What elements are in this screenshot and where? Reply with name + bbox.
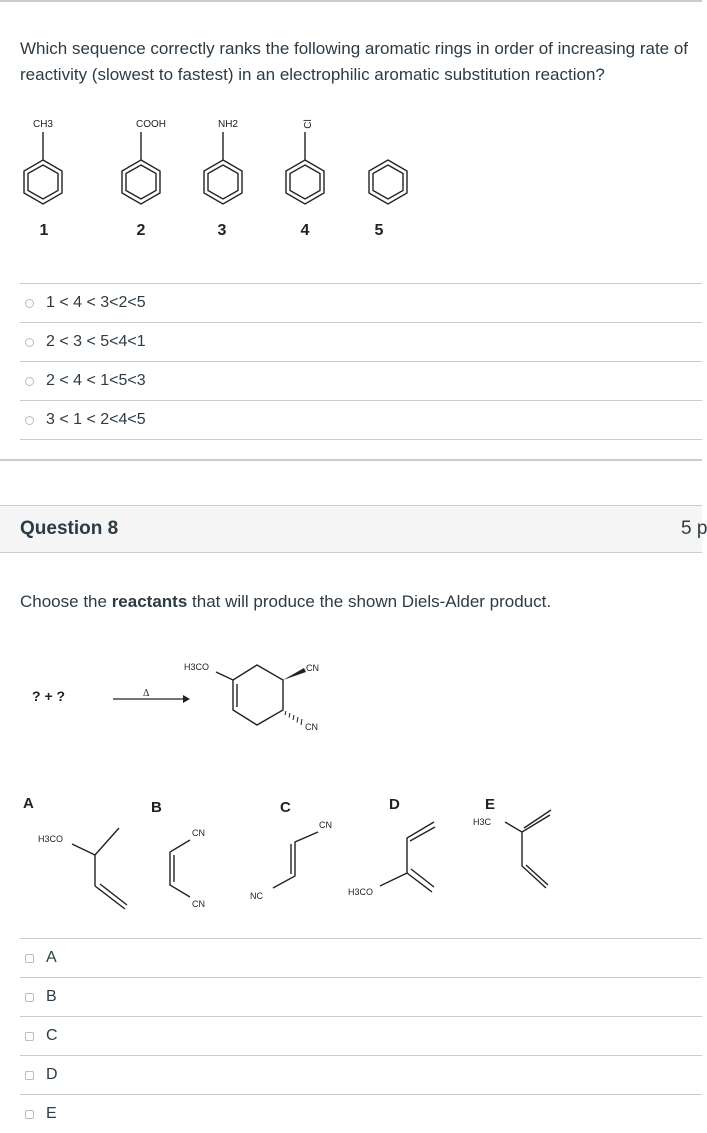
radio-button[interactable]	[25, 299, 34, 308]
q8-option-label: B	[46, 988, 57, 1005]
product-cyano-label-top: CN	[306, 663, 319, 673]
top-divider	[0, 0, 702, 2]
heat-symbol: Δ	[143, 688, 150, 699]
ring-5-number: 5	[374, 222, 384, 239]
bold-keyword: reactants	[111, 592, 188, 611]
q8-option-label: D	[46, 1066, 58, 1083]
ring-3-substituent: NH2	[217, 119, 239, 130]
choice-letter-c: C	[280, 799, 291, 816]
choice-a-group: H3CO	[38, 834, 64, 844]
q7-option-label: 2 < 3 < 5<4<1	[46, 333, 146, 350]
q7-option-2[interactable]	[20, 322, 702, 361]
choice-d-group: H3CO	[348, 887, 374, 897]
structure-c	[273, 832, 318, 888]
structure-b	[170, 840, 190, 897]
ring-2-substituent: COOH	[136, 119, 166, 130]
ring-3-structure	[204, 132, 242, 204]
ring-3-number: 3	[217, 222, 227, 239]
checkbox[interactable]	[25, 1071, 34, 1080]
radio-button[interactable]	[25, 416, 34, 425]
checkbox[interactable]	[25, 1110, 34, 1119]
question-7-answers	[20, 283, 702, 440]
product-methoxy-label: H3CO	[184, 662, 210, 672]
q8-option-a[interactable]	[20, 938, 702, 977]
ring-2-structure	[122, 132, 160, 204]
ring-5-structure	[369, 160, 407, 204]
question-8-answers	[20, 938, 702, 1133]
radio-button[interactable]	[25, 377, 34, 386]
choice-c-group-top: CN	[319, 820, 332, 830]
question-8-text: Choose the reactants that will produce the shown Diels-Alder product.	[20, 592, 552, 611]
question-divider	[0, 459, 702, 461]
checkbox[interactable]	[25, 1032, 34, 1041]
q7-option-label: 3 < 1 < 2<4<5	[46, 411, 146, 428]
q8-option-d[interactable]	[20, 1055, 702, 1094]
choice-b-group-top: CN	[192, 828, 205, 838]
diels-alder-figure	[20, 652, 580, 922]
choice-letter-a: A	[23, 795, 34, 812]
question-8-header	[0, 505, 707, 553]
q8-option-label: A	[46, 949, 57, 966]
checkbox[interactable]	[25, 993, 34, 1002]
ring-2-number: 2	[136, 222, 146, 239]
ring-4-number: 4	[300, 222, 310, 239]
q7-option-label: 2 < 4 < 1<5<3	[46, 372, 146, 389]
structure-d	[380, 822, 435, 892]
ring-1-structure	[24, 132, 62, 204]
checkbox[interactable]	[25, 954, 34, 963]
product-structure	[216, 665, 283, 725]
ring-1-number: 1	[39, 222, 49, 239]
q8-option-b[interactable]	[20, 977, 702, 1016]
radio-button[interactable]	[25, 338, 34, 347]
choice-b-group-bottom: CN	[192, 899, 205, 909]
choice-letter-e: E	[485, 796, 496, 813]
unknown-reactants: ? + ?	[32, 688, 66, 704]
q7-option-4[interactable]	[20, 400, 702, 440]
q7-option-1[interactable]	[20, 283, 702, 322]
ring-4-structure	[286, 132, 324, 204]
q8-option-c[interactable]	[20, 1016, 702, 1055]
q8-option-e[interactable]	[20, 1094, 702, 1133]
q8-option-label: C	[46, 1027, 58, 1044]
product-cyano-label-bottom: CN	[305, 722, 318, 732]
question-8-title: Question 8	[20, 518, 119, 539]
choice-e-group: H3C	[473, 817, 492, 827]
choice-c-group-bottom: NC	[250, 891, 263, 901]
question-8-points: 5 p	[681, 518, 707, 539]
ring-4-substituent: Cl	[303, 119, 314, 129]
q7-option-3[interactable]	[20, 361, 702, 400]
choice-letter-d: D	[389, 796, 400, 813]
question-7-text: Which sequence correctly ranks the following aromatic rings in order of increasing rate of reactivity (slowest to fastest) in an electrophilic aromatic substitution reaction?	[20, 39, 689, 84]
q7-option-label: 1 < 4 < 3<2<5	[46, 294, 146, 311]
q8-option-label: E	[46, 1105, 57, 1122]
structure-a	[72, 828, 127, 909]
structure-e	[505, 810, 551, 888]
choice-letter-b: B	[151, 799, 162, 816]
benzene-rings-figure	[20, 112, 440, 247]
ring-1-substituent: CH3	[32, 119, 54, 130]
